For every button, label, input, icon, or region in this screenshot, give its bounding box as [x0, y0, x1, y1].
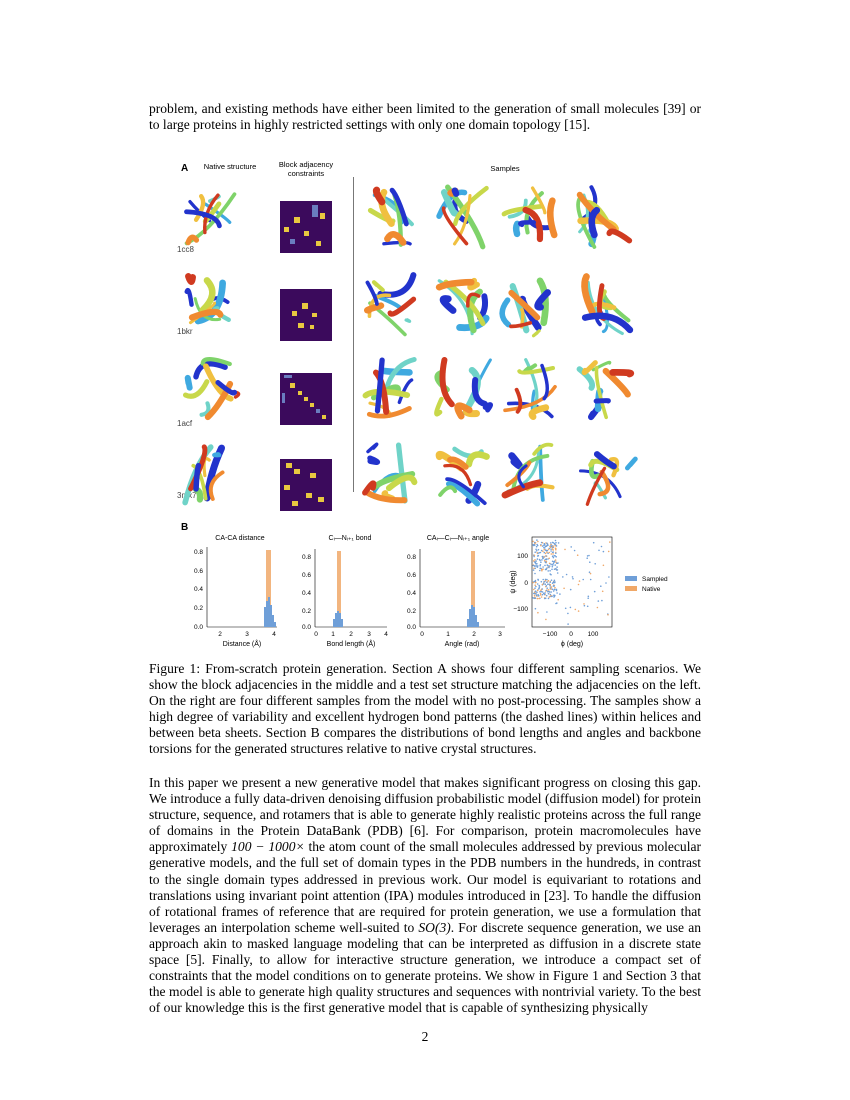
body-text: . For discrete sequence generation, we use an approach akin to masked language modeling that can be interpreted as diffusion in a discrete state space [5]. Finally, to allow for interactive structure generation, we introduce a compact set of constraints that the model conditions on to generate proteins. We show in Figure 1 and Section 3 that the model is able to generate high quality structures and sequences with nontrivial variety. To the best of our knowledge this is the first generative model that is capable of synthesizing physically [149, 919, 701, 1016]
protein-cartoon [187, 276, 229, 322]
col-block-adjacency: Block adjacency constraints [278, 160, 334, 178]
plot2-title: Cᵢ—Nᵢ₊₁ bond [328, 535, 372, 542]
plot3-ytick: 0.6 [406, 572, 416, 579]
rama-ylabel: ψ (deg) [510, 570, 517, 594]
protein-cartoon [579, 362, 630, 417]
plot3-xtick: 2 [472, 631, 476, 638]
rama-xtick: 100 [587, 631, 599, 638]
plot2-ytick: 0.8 [301, 554, 311, 561]
plot2-xtick: 2 [349, 631, 353, 638]
protein-cartoon [504, 188, 554, 239]
protein-cartoon [578, 187, 629, 247]
rama-ytick: 100 [517, 553, 528, 560]
plot3-ytick: 0.8 [406, 554, 416, 561]
protein-cartoon [585, 277, 630, 334]
protein-cartoon [436, 360, 490, 416]
protein-cartoon [505, 445, 553, 500]
plot-legend [625, 576, 668, 593]
plot2-ytick: 0.4 [301, 590, 311, 597]
math-expression: 100 − 1000× [231, 839, 305, 855]
protein-cartoon [502, 281, 548, 336]
row-label-3mx7: 3mx7 [177, 491, 197, 500]
ramachandran-plot [510, 537, 612, 648]
plot1-xlabel: Distance (Å) [222, 641, 262, 648]
protein-cartoon [581, 454, 636, 504]
figure-caption: Figure 1: From-scratch protein generation. Section A shows four different sampling scenarios. We show the block adjacencies in the middle and a test set structure matching the adjacencies on the left. On the right are four different samples from the model with no post-processing. The samples show a high degree of variability and excellent hydrogen bond patterns (the dashed lines) within helices and between beta sheets. Section B compares the distributions of bond lengths and angles and backbone torsions for the generated structures relative to native crystal structures. [149, 661, 701, 757]
plot-ca-ca-distance [194, 547, 277, 648]
col-samples: Samples [490, 164, 520, 173]
body-text: In this paper we present a new generative model that makes significant progress on closing this gap. We introduce a fully data-driven denoising diffusion probabilistic model (diffusion model) for protein structure, sequence, and rotamers that is able to generate highly realistic proteins across the full range of domains in the Protein DataBank (PDB) [6]. For comparison, protein macromolecules have approximately [149, 775, 701, 855]
page-number: 2 [421, 1029, 429, 1044]
plot2-xtick: 3 [367, 631, 371, 638]
row-label-1cc8: 1cc8 [177, 245, 194, 254]
plot1-ytick: 0.6 [193, 568, 203, 575]
plot1-xtick: 2 [218, 631, 222, 638]
plot3-ytick: 0.0 [406, 624, 416, 631]
protein-cartoon [365, 359, 414, 416]
plot3-xlabel: Angle (rad) [444, 641, 480, 648]
plot-bond-length [302, 549, 388, 648]
plot2-xlabel: Bond length (Å) [326, 641, 376, 648]
plot2-ytick: 0.6 [301, 572, 311, 579]
plot3-xtick: 3 [498, 631, 502, 638]
panel-b-letter: B [181, 522, 189, 533]
plot3-xtick: 1 [446, 631, 450, 638]
plot3-ytick: 0.2 [406, 608, 416, 615]
plot1-xtick: 4 [272, 631, 276, 638]
body-paragraph [149, 775, 701, 1016]
plot1-xtick: 3 [245, 631, 249, 638]
plot1-ytick: 0.0 [193, 624, 203, 631]
plot2-xtick: 0 [314, 631, 318, 638]
legend-sampled: Sampled [642, 576, 668, 583]
plot2-ytick: 0.0 [301, 624, 311, 631]
rama-xlabel: ϕ (deg) [560, 641, 584, 648]
plot2-ytick: 0.2 [301, 608, 311, 615]
protein-cartoon [186, 194, 234, 243]
row-label-1acf: 1acf [177, 419, 193, 428]
figure-1 [165, 157, 695, 652]
protein-cartoon [439, 187, 487, 247]
protein-cartoon [186, 359, 239, 417]
protein-cartoon [439, 281, 486, 334]
plot2-xtick: 1 [331, 631, 335, 638]
rama-ytick: −100 [513, 606, 528, 613]
intro-paragraph: problem, and existing methods have either been limited to the generation of small molecules [39] or to large proteins in highly restricted settings with only one domain topology [15]. [149, 101, 701, 133]
panel-a-letter: A [181, 163, 189, 174]
plot1-title: CA-CA distance [215, 535, 265, 542]
plot1-ytick: 0.4 [193, 586, 203, 593]
rama-ytick: 0 [524, 580, 528, 587]
protein-cartoon [365, 444, 414, 501]
plot-angle [407, 549, 505, 648]
protein-cartoon [185, 447, 222, 503]
protein-cartoon [505, 360, 555, 417]
math-expression: SO(3) [418, 919, 451, 935]
plot3-xtick: 0 [420, 631, 424, 638]
protein-cartoon [367, 275, 413, 334]
rama-xtick: −100 [542, 631, 558, 638]
row-label-1bkr: 1bkr [177, 327, 193, 336]
col-native-structure: Native structure [203, 162, 257, 171]
protein-structures [165, 157, 695, 517]
plot1-ytick: 0.8 [193, 549, 203, 556]
rama-xtick: 0 [569, 631, 573, 638]
panel-b-plots [165, 527, 695, 652]
plot1-ytick: 0.2 [193, 605, 203, 612]
plot3-title: CAᵢ—Cᵢ—Nᵢ₊₁ angle [426, 535, 490, 542]
plot2-xtick: 4 [384, 631, 388, 638]
body-text: the atom count of the small molecules addressed by previous molecular generative models, and the full set of domain types in the PDB numbers in the hundreds, in contrast to the single domain types addressed in previous work. Our model is equivariant to rotations and translations using invariant point attention (IPA) modules introduced in [23]. To handle the diffusion of rotational frames of reference that are required for protein generation, we use a formulation that leverages an interpolation scheme well-suited to [149, 839, 701, 935]
protein-cartoon [370, 190, 411, 245]
plot3-ytick: 0.4 [406, 590, 416, 597]
legend-native: Native [642, 586, 661, 593]
protein-cartoon [439, 449, 487, 504]
